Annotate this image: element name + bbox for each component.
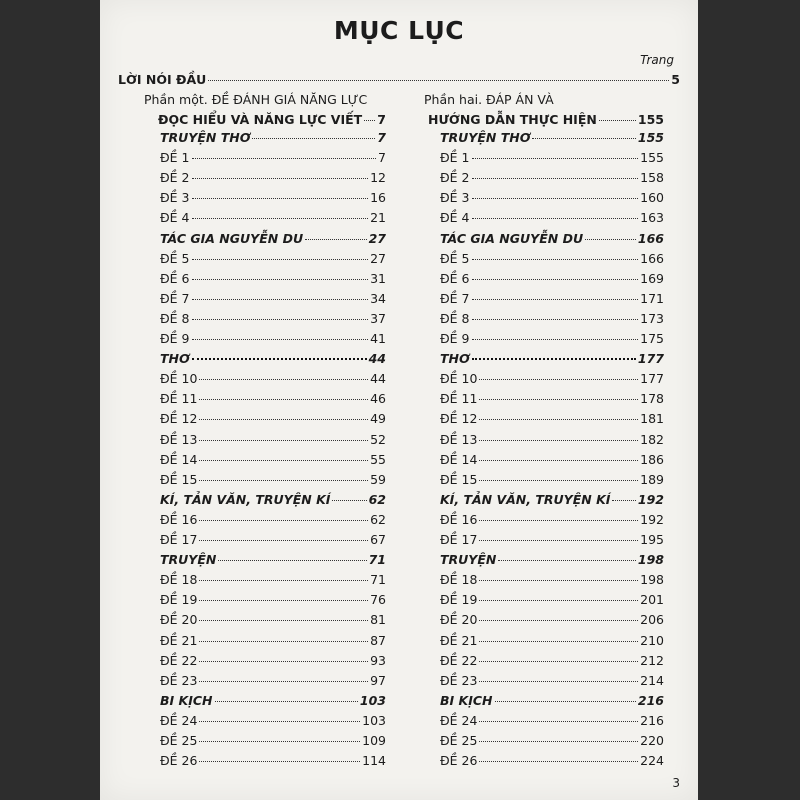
toc-page: 160	[640, 190, 664, 206]
toc-entry	[160, 391, 386, 407]
left-part-heading-line1: Phần một. ĐỀ ĐÁNH GIÁ NĂNG LỰC	[144, 92, 368, 107]
dot-leader	[479, 741, 638, 742]
toc-page: 175	[640, 331, 664, 346]
toc-section	[440, 130, 664, 146]
dot-leader	[199, 741, 360, 742]
toc-entry	[160, 633, 386, 649]
toc-page: 103	[362, 712, 386, 728]
toc-page: 189	[640, 471, 664, 487]
toc-page: 201	[640, 592, 664, 608]
toc-page: 198	[640, 572, 664, 588]
dot-leader	[252, 138, 375, 139]
dot-leader	[192, 178, 369, 179]
dot-leader	[199, 480, 368, 481]
toc-section	[160, 552, 386, 568]
toc-entry	[160, 753, 386, 769]
dot-leader	[192, 259, 369, 260]
toc-section	[440, 552, 664, 568]
toc-label: ĐỀ 13	[160, 431, 198, 447]
toc-section	[440, 492, 664, 508]
toc-label: ĐỀ 10	[440, 371, 478, 387]
toc-page: 192	[637, 491, 664, 507]
page-column-header: Trang	[640, 53, 674, 67]
toc-page: 181	[640, 411, 664, 427]
toc-entry	[160, 572, 386, 588]
right-part-page: 155	[637, 112, 664, 127]
dot-leader	[479, 419, 638, 420]
toc-entry	[440, 271, 664, 287]
toc-section	[160, 351, 386, 367]
dot-leader	[199, 721, 360, 722]
dot-leader	[532, 138, 636, 139]
dot-leader	[479, 661, 638, 662]
toc-page: 27	[368, 230, 386, 246]
toc-label: ĐỀ 4	[160, 210, 190, 226]
toc-page: 44	[368, 351, 386, 367]
dot-leader	[479, 440, 638, 441]
toc-page: 163	[640, 210, 664, 226]
dot-leader	[199, 520, 368, 521]
dot-leader	[199, 580, 368, 581]
toc-label: TRUYỆN THƠ	[440, 130, 531, 145]
toc-entry	[440, 432, 664, 448]
toc-label: ĐỀ 6	[160, 270, 190, 286]
dot-leader	[479, 641, 638, 642]
dot-leader	[208, 80, 669, 81]
toc-entry	[160, 170, 386, 186]
dot-leader	[599, 120, 636, 121]
toc-entry	[440, 251, 664, 267]
toc-page: 216	[637, 692, 664, 708]
toc-label: ĐỀ 11	[160, 391, 198, 407]
toc-page: 93	[370, 652, 386, 668]
toc-entry	[160, 452, 386, 468]
toc-label: ĐỀ 17	[160, 532, 198, 547]
dot-leader	[495, 701, 636, 702]
page-number: 3	[672, 776, 680, 790]
toc-page: 62	[368, 491, 386, 507]
toc-entry	[160, 532, 386, 548]
dot-leader	[199, 641, 368, 642]
toc-page: 192	[640, 511, 664, 527]
toc-page: 166	[637, 230, 664, 246]
dot-leader	[192, 299, 369, 300]
dot-leader	[192, 358, 367, 360]
dot-leader	[472, 319, 639, 320]
toc-page: 220	[640, 733, 664, 748]
toc-page: 169	[640, 270, 664, 286]
toc-label: ĐỀ 19	[440, 592, 478, 608]
dot-leader	[199, 460, 368, 461]
toc-entry	[160, 512, 386, 528]
toc-page: 41	[370, 331, 386, 346]
toc-page: 21	[370, 210, 386, 226]
toc-entry	[440, 291, 664, 307]
toc-page: 16	[370, 190, 386, 206]
toc-label: ĐỀ 15	[440, 471, 478, 487]
dot-leader	[472, 299, 639, 300]
toc-label: THƠ	[440, 351, 470, 367]
toc-entry	[440, 452, 664, 468]
toc-entry	[160, 653, 386, 669]
toc-label: ĐỀ 5	[440, 250, 470, 266]
toc-label: ĐỀ 18	[160, 572, 198, 588]
dot-leader	[479, 379, 638, 380]
toc-entry	[440, 371, 664, 387]
toc-label: ĐỀ 22	[160, 652, 198, 668]
toc-page: 59	[370, 471, 386, 487]
toc-entry	[440, 472, 664, 488]
right-part-heading-line1: Phần hai. ĐÁP ÁN VÀ	[424, 92, 554, 107]
toc-label: ĐỀ 12	[440, 411, 478, 427]
toc-page: 173	[640, 310, 664, 326]
toc-page: 55	[370, 451, 386, 467]
toc-page: 76	[370, 592, 386, 608]
toc-page: 7	[378, 150, 386, 166]
toc-page: 216	[640, 712, 664, 728]
dot-leader	[472, 279, 639, 280]
left-part-page: 7	[377, 112, 386, 127]
toc-label: ĐỀ 7	[160, 290, 190, 306]
toc-page: 31	[370, 270, 386, 286]
dot-leader	[472, 218, 639, 219]
toc-entry	[440, 512, 664, 528]
toc-entry	[440, 713, 664, 729]
toc-entry	[440, 311, 664, 327]
dot-leader	[305, 239, 366, 240]
dot-leader	[479, 580, 638, 581]
toc-label: ĐỀ 25	[160, 733, 198, 748]
toc-entry	[160, 713, 386, 729]
toc-page: 71	[368, 552, 386, 568]
toc-label: ĐỀ 21	[440, 632, 478, 648]
left-part-heading-line2: ĐỌC HIỂU VÀ NĂNG LỰC VIẾT	[158, 112, 363, 127]
dot-leader	[479, 520, 638, 521]
toc-entry	[440, 190, 664, 206]
dot-leader	[479, 620, 638, 621]
toc-page: 87	[370, 632, 386, 648]
toc-entry	[160, 673, 386, 689]
toc-page: 178	[640, 391, 664, 407]
toc-entry	[440, 532, 664, 548]
toc-entry	[160, 612, 386, 628]
toc-label: TRUYỆN	[160, 552, 217, 568]
toc-label: KÍ, TẢN VĂN, TRUYỆN KÍ	[160, 491, 331, 507]
toc-label: ĐỀ 4	[440, 210, 470, 226]
toc-page: 97	[370, 672, 386, 688]
toc-page: 62	[370, 511, 386, 527]
toc-section	[160, 492, 386, 508]
toc-label: ĐỀ 9	[160, 331, 190, 346]
toc-label: ĐỀ 2	[160, 170, 190, 186]
toc-label: ĐỀ 14	[160, 451, 198, 467]
toc-entry	[160, 733, 386, 749]
toc-label: ĐỀ 21	[160, 632, 198, 648]
toc-label: ĐỀ 23	[440, 672, 478, 688]
toc-page: 186	[640, 451, 664, 467]
right-part-heading-line2: HƯỚNG DẪN THỰC HIỆN	[428, 112, 597, 127]
dot-leader	[199, 761, 360, 762]
toc-page: 182	[640, 431, 664, 447]
dot-leader	[199, 540, 368, 541]
dot-leader	[479, 460, 638, 461]
dot-leader	[479, 480, 638, 481]
toc-entry	[440, 633, 664, 649]
toc-page: 214	[640, 672, 664, 688]
toc-label: ĐỀ 8	[440, 310, 470, 326]
toc-label: ĐỀ 15	[160, 471, 198, 487]
toc-page: 177	[637, 351, 664, 367]
toc-label: ĐỀ 1	[440, 150, 470, 166]
toc-section	[160, 693, 386, 709]
toc-section	[160, 130, 386, 146]
dot-leader	[472, 259, 639, 260]
toc-label: ĐỀ 5	[160, 250, 190, 266]
toc-label: ĐỀ 23	[160, 672, 198, 688]
toc-label: ĐỀ 6	[440, 270, 470, 286]
toc-page: 198	[637, 552, 664, 568]
toc-label: ĐỀ 18	[440, 572, 478, 588]
toc-label: BI KỊCH	[160, 692, 213, 708]
dot-leader	[612, 500, 636, 501]
toc-label: BI KỊCH	[440, 692, 493, 708]
dot-leader	[479, 681, 638, 682]
toc-label: ĐỀ 26	[160, 753, 198, 769]
toc-label: ĐỀ 1	[160, 150, 190, 166]
dot-leader	[192, 198, 369, 199]
toc-page: 52	[370, 431, 386, 447]
page-title: MỤC LỤC	[333, 16, 465, 45]
toc-label: ĐỀ 17	[440, 532, 478, 547]
toc-entry	[440, 612, 664, 628]
toc-page: 158	[640, 170, 664, 186]
toc-entry	[160, 190, 386, 206]
toc-page: 34	[370, 290, 386, 306]
toc-entry	[440, 733, 664, 749]
dot-leader	[199, 620, 368, 621]
toc-page: 155	[637, 130, 664, 145]
toc-section	[440, 693, 664, 709]
book-page	[100, 0, 698, 800]
toc-label: ĐỀ 20	[160, 612, 198, 628]
toc-page: 166	[640, 250, 664, 266]
dot-leader	[585, 239, 636, 240]
toc-page: 155	[640, 150, 664, 166]
toc-entry	[160, 592, 386, 608]
toc-entry	[440, 210, 664, 226]
toc-label: ĐỀ 25	[440, 733, 478, 748]
dot-leader	[199, 440, 368, 441]
dot-leader	[218, 560, 366, 561]
dot-leader	[199, 419, 368, 420]
toc-entry	[160, 251, 386, 267]
toc-entry	[440, 753, 664, 769]
toc-label: TRUYỆN THƠ	[160, 130, 251, 145]
toc-entry	[440, 653, 664, 669]
toc-label: ĐỀ 2	[440, 170, 470, 186]
dot-leader	[479, 761, 638, 762]
toc-page: 27	[370, 250, 386, 266]
dot-leader	[199, 681, 368, 682]
toc-page: 109	[362, 733, 386, 748]
toc-entry	[440, 673, 664, 689]
toc-page: 177	[640, 371, 664, 387]
toc-label: ĐỀ 16	[160, 511, 198, 527]
dot-leader	[472, 198, 639, 199]
toc-page: 49	[370, 411, 386, 427]
toc-label: TRUYỆN	[440, 552, 497, 568]
toc-entry	[160, 311, 386, 327]
dot-leader	[199, 379, 368, 380]
toc-label: ĐỀ 22	[440, 652, 478, 668]
toc-entry	[440, 331, 664, 347]
toc-label: ĐỀ 16	[440, 511, 478, 527]
toc-label: ĐỀ 24	[440, 712, 478, 728]
toc-entry	[160, 472, 386, 488]
dot-leader	[199, 399, 368, 400]
toc-page: 7	[377, 130, 386, 145]
toc-entry	[440, 592, 664, 608]
dot-leader	[479, 540, 638, 541]
toc-page: 224	[640, 753, 664, 769]
toc-label: TÁC GIA NGUYỄN DU	[160, 230, 304, 246]
dot-leader	[332, 500, 366, 501]
dot-leader	[192, 319, 369, 320]
toc-page: 44	[370, 371, 386, 387]
dot-leader	[215, 701, 358, 702]
toc-page: 171	[640, 290, 664, 306]
toc-entry	[440, 572, 664, 588]
dot-leader	[192, 218, 369, 219]
dot-leader	[192, 339, 369, 340]
toc-entry	[160, 371, 386, 387]
toc-label: ĐỀ 19	[160, 592, 198, 608]
toc-page: 103	[359, 692, 386, 708]
toc-label: ĐỀ 24	[160, 712, 198, 728]
toc-label: ĐỀ 13	[440, 431, 478, 447]
dot-leader	[192, 158, 377, 159]
toc-label: TÁC GIA NGUYỄN DU	[440, 230, 584, 246]
toc-label: ĐỀ 10	[160, 371, 198, 387]
toc-section	[440, 231, 664, 247]
toc-label: ĐỀ 14	[440, 451, 478, 467]
dot-leader	[472, 158, 639, 159]
toc-entry	[160, 210, 386, 226]
toc-entry	[440, 150, 664, 166]
dot-leader	[472, 358, 636, 360]
toc-page: 67	[370, 532, 386, 547]
dot-leader	[199, 600, 368, 601]
dot-leader	[192, 279, 369, 280]
right-part-heading	[428, 112, 664, 128]
toc-page: 71	[370, 572, 386, 588]
toc-page: 46	[370, 391, 386, 407]
toc-page: 37	[370, 310, 386, 326]
toc-label: ĐỀ 20	[440, 612, 478, 628]
dot-leader	[498, 560, 636, 561]
dot-leader	[479, 721, 638, 722]
toc-section	[440, 351, 664, 367]
toc-page: 12	[370, 170, 386, 186]
toc-label: ĐỀ 11	[440, 391, 478, 407]
toc-entry	[440, 170, 664, 186]
dot-leader	[479, 600, 638, 601]
toc-label: ĐỀ 9	[440, 331, 470, 346]
toc-label: THƠ	[160, 351, 190, 367]
dot-leader	[472, 339, 639, 340]
dot-leader	[199, 661, 368, 662]
toc-page: 81	[370, 612, 386, 628]
toc-section	[160, 231, 386, 247]
toc-entry	[440, 411, 664, 427]
toc-label: ĐỀ 3	[160, 190, 190, 206]
toc-entry	[440, 391, 664, 407]
toc-entry	[160, 331, 386, 347]
left-part-heading	[158, 112, 386, 128]
toc-label: ĐỀ 8	[160, 310, 190, 326]
toc-entry	[160, 432, 386, 448]
toc-entry	[160, 271, 386, 287]
dot-leader	[472, 178, 639, 179]
toc-label: ĐỀ 12	[160, 411, 198, 427]
toc-page: 212	[640, 652, 664, 668]
toc-entry	[160, 291, 386, 307]
toc-entry	[160, 150, 386, 166]
toc-label: KÍ, TẢN VĂN, TRUYỆN KÍ	[440, 491, 611, 507]
toc-page: 195	[640, 532, 664, 547]
toc-label: ĐỀ 7	[440, 290, 470, 306]
toc-entry	[160, 411, 386, 427]
toc-label: ĐỀ 3	[440, 190, 470, 206]
toc-page: 210	[640, 632, 664, 648]
dot-leader	[479, 399, 638, 400]
toc-label: ĐỀ 26	[440, 753, 478, 769]
toc-intro-entry	[118, 72, 680, 88]
toc-page: 206	[640, 612, 664, 628]
toc-page: 114	[362, 753, 386, 769]
toc-intro-label: LỜI NÓI ĐẦU	[118, 72, 207, 87]
toc-intro-page: 5	[671, 72, 680, 87]
dot-leader	[364, 120, 375, 121]
